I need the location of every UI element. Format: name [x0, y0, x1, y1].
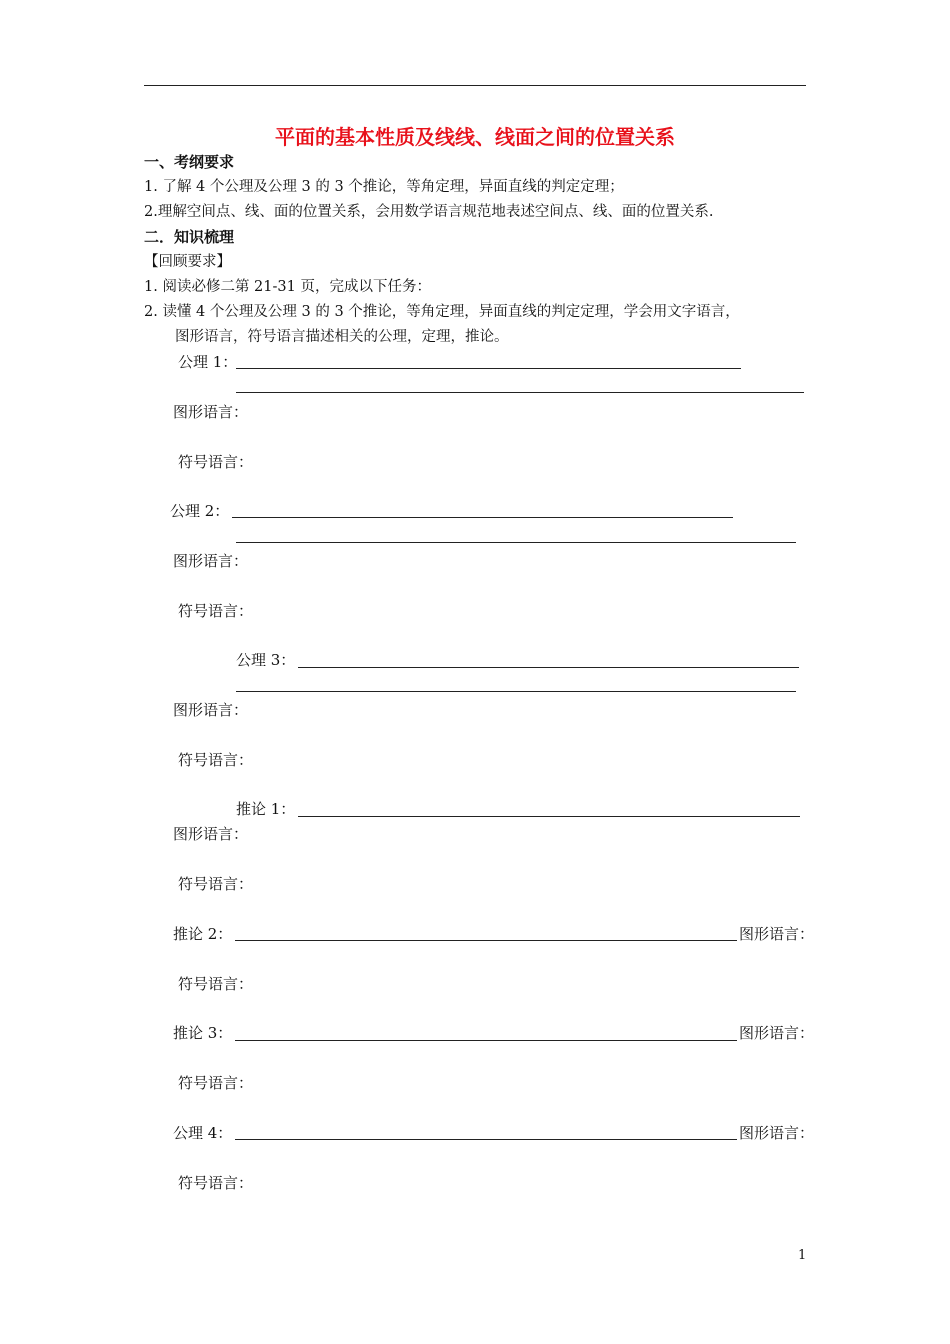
corollary1-graphic-label: 图形语言：	[173, 825, 249, 843]
corollary2-blank-line[interactable]	[235, 940, 737, 941]
corollary1-label: 推论 1：	[236, 800, 296, 818]
corollary3-symbol-label: 符号语言：	[178, 1074, 254, 1092]
corollary1-blank-line[interactable]	[298, 816, 800, 817]
section2-item2-line2: 图形语言，符号语言描述相关的公理，定理，推论。	[175, 329, 509, 345]
section1-item2: 2.理解空间点、线、面的位置关系，会用数学语言规范地表述空间点、线、面的位置关系.	[144, 204, 714, 220]
axiom2-symbol-label: 符号语言：	[178, 602, 254, 620]
axiom4-symbol-label: 符号语言：	[178, 1174, 254, 1192]
axiom1-graphic-label: 图形语言：	[173, 403, 249, 421]
corollary2-graphic-label: 图形语言：	[739, 925, 815, 943]
section1-item1: 1. 了解 4 个公理及公理 3 的 3 个推论，等角定理，异面直线的判定定理；	[144, 179, 624, 195]
section2-heading: 二．知识梳理	[144, 228, 235, 246]
section1-heading: 一、考纲要求	[144, 153, 235, 171]
axiom1-label: 公理 1：	[178, 353, 238, 371]
axiom4-label: 公理 4：	[173, 1124, 233, 1142]
header-rule	[144, 85, 806, 86]
axiom2-blank-line[interactable]	[232, 517, 733, 518]
corollary3-label: 推论 3：	[173, 1024, 233, 1042]
axiom3-blank-line-2[interactable]	[236, 691, 796, 692]
axiom3-blank-line[interactable]	[298, 667, 799, 668]
axiom2-label: 公理 2：	[170, 502, 230, 520]
corollary2-label: 推论 2：	[173, 925, 233, 943]
axiom3-label: 公理 3：	[236, 651, 296, 669]
corollary1-symbol-label: 符号语言：	[178, 875, 254, 893]
axiom2-graphic-label: 图形语言：	[173, 552, 249, 570]
axiom2-blank-line-2[interactable]	[236, 542, 796, 543]
axiom4-graphic-label: 图形语言：	[739, 1124, 815, 1142]
review-label: 【回顾要求】	[144, 254, 231, 270]
corollary3-blank-line[interactable]	[235, 1040, 737, 1041]
axiom3-symbol-label: 符号语言：	[178, 751, 254, 769]
axiom1-blank-line[interactable]	[236, 368, 741, 369]
page-number: 1	[798, 1248, 807, 1263]
axiom4-blank-line[interactable]	[235, 1139, 737, 1140]
section2-item1: 1. 阅读必修二第 21-31 页，完成以下任务：	[144, 279, 431, 295]
corollary3-graphic-label: 图形语言：	[739, 1024, 815, 1042]
axiom1-blank-line-2[interactable]	[236, 392, 804, 393]
corollary2-symbol-label: 符号语言：	[178, 975, 254, 993]
axiom1-symbol-label: 符号语言：	[178, 453, 254, 471]
page-title: 平面的基本性质及线线、线面之间的位置关系	[275, 125, 675, 149]
axiom3-graphic-label: 图形语言：	[173, 701, 249, 719]
section2-item2-line1: 2. 读懂 4 个公理及公理 3 的 3 个推论，等角定理，异面直线的判定定理，学会用文字语言，	[144, 304, 740, 320]
